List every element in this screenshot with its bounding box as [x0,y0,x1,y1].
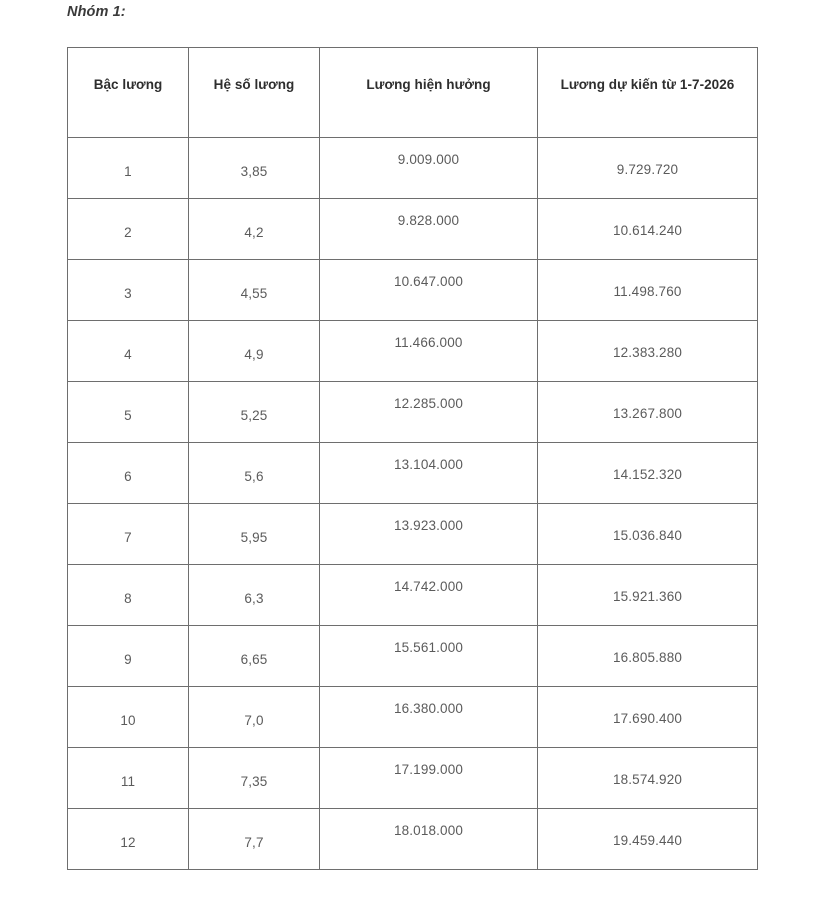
cell-he-so-luong [189,138,320,199]
cell-bac-luong [68,748,189,809]
column-header-luong-du-kien-label: Lương dự kiến từ 1-7-2026 [560,76,735,92]
cell-luong-hien-huong [320,748,538,809]
table-row [68,199,758,260]
cell-luong-hien-huong-value: 16.380.000 [393,700,464,716]
table-row [68,687,758,748]
page-title: Nhóm 1: [67,4,126,20]
column-header-bac-luong [68,48,189,138]
cell-luong-hien-huong [320,565,538,626]
column-header-luong-hien-huong-label: Lương hiện hưởng [366,76,491,92]
cell-bac-luong [68,382,189,443]
column-header-he-so-luong [189,48,320,138]
cell-bac-luong-value: 12 [120,834,136,850]
table-row [68,809,758,870]
cell-luong-du-kien-value: 16.805.880 [612,649,683,665]
cell-he-so-luong-value: 5,6 [244,468,264,484]
cell-he-so-luong [189,321,320,382]
column-header-luong-du-kien [538,48,758,138]
cell-luong-hien-huong-value: 18.018.000 [393,822,464,838]
cell-luong-du-kien [538,443,758,504]
cell-luong-du-kien-value: 18.574.920 [612,771,683,787]
cell-luong-hien-huong-value: 13.923.000 [393,517,464,533]
cell-he-so-luong-value: 6,3 [244,590,264,606]
cell-bac-luong-value: 5 [124,407,132,423]
cell-luong-du-kien [538,504,758,565]
cell-luong-du-kien-value: 10.614.240 [612,222,683,238]
cell-luong-du-kien [538,748,758,809]
cell-luong-hien-huong-value: 11.466.000 [394,334,463,350]
cell-bac-luong-value: 10 [120,712,136,728]
cell-bac-luong [68,504,189,565]
cell-luong-hien-huong [320,199,538,260]
table-row [68,443,758,504]
table-row [68,748,758,809]
cell-luong-hien-huong [320,138,538,199]
cell-he-so-luong-value: 7,0 [244,712,264,728]
cell-luong-hien-huong [320,687,538,748]
cell-luong-hien-huong [320,260,538,321]
table-row [68,382,758,443]
cell-he-so-luong [189,626,320,687]
cell-luong-du-kien [538,565,758,626]
cell-he-so-luong-value: 6,65 [240,651,268,667]
salary-table [67,47,758,870]
cell-luong-du-kien-value: 15.921.360 [612,588,683,604]
column-header-luong-hien-huong [320,48,538,138]
cell-luong-hien-huong-value: 12.285.000 [393,395,464,411]
cell-luong-du-kien [538,382,758,443]
cell-bac-luong [68,687,189,748]
cell-luong-hien-huong-value: 15.561.000 [393,639,464,655]
cell-luong-hien-huong [320,504,538,565]
cell-luong-du-kien-value: 12.383.280 [612,344,683,360]
cell-he-so-luong [189,687,320,748]
cell-luong-du-kien [538,199,758,260]
cell-bac-luong [68,565,189,626]
cell-bac-luong [68,443,189,504]
cell-he-so-luong [189,260,320,321]
table-row [68,504,758,565]
cell-he-so-luong [189,443,320,504]
cell-luong-du-kien-value: 11.498.760 [613,283,682,299]
cell-he-so-luong [189,565,320,626]
cell-bac-luong [68,138,189,199]
cell-luong-du-kien-value: 17.690.400 [612,710,683,726]
table-header [68,48,758,138]
table-header-row [68,48,758,138]
cell-luong-hien-huong-value: 13.104.000 [393,456,464,472]
cell-he-so-luong [189,809,320,870]
cell-bac-luong-value: 1 [124,163,132,179]
cell-bac-luong-value: 3 [124,285,132,301]
cell-luong-hien-huong-value: 9.009.000 [397,151,460,167]
cell-bac-luong-value: 7 [124,529,132,545]
column-header-bac-luong-label: Bậc lương [93,76,163,92]
cell-he-so-luong [189,748,320,809]
table-row [68,260,758,321]
cell-luong-du-kien-value: 9.729.720 [616,161,679,177]
cell-bac-luong [68,626,189,687]
salary-table-container [67,47,757,870]
cell-he-so-luong [189,504,320,565]
cell-luong-hien-huong [320,626,538,687]
cell-luong-du-kien-value: 13.267.800 [612,405,683,421]
cell-luong-hien-huong [320,382,538,443]
cell-bac-luong-value: 8 [124,590,132,606]
cell-luong-du-kien-value: 15.036.840 [612,527,683,543]
table-row [68,138,758,199]
cell-luong-du-kien-value: 14.152.320 [612,466,683,482]
cell-bac-luong [68,321,189,382]
cell-he-so-luong-value: 5,25 [240,407,268,423]
cell-luong-du-kien-value: 19.459.440 [612,832,683,848]
cell-bac-luong-value: 9 [124,651,132,667]
cell-luong-hien-huong-value: 10.647.000 [393,273,464,289]
cell-luong-du-kien [538,260,758,321]
cell-luong-hien-huong-value: 17.199.000 [393,761,464,777]
cell-bac-luong-value: 4 [124,346,132,362]
cell-bac-luong-value: 2 [124,224,132,240]
cell-he-so-luong-value: 7,35 [240,773,268,789]
cell-luong-hien-huong-value: 9.828.000 [397,212,460,228]
cell-bac-luong-value: 6 [124,468,132,484]
cell-luong-hien-huong-value: 14.742.000 [393,578,464,594]
table-row [68,626,758,687]
cell-he-so-luong [189,199,320,260]
cell-bac-luong-value: 11 [120,773,136,789]
cell-luong-hien-huong [320,321,538,382]
cell-luong-hien-huong [320,809,538,870]
cell-he-so-luong [189,382,320,443]
cell-he-so-luong-value: 4,2 [244,224,264,240]
cell-he-so-luong-value: 3,85 [240,163,268,179]
table-row [68,321,758,382]
cell-luong-du-kien [538,626,758,687]
cell-he-so-luong-value: 4,55 [240,285,268,301]
cell-luong-du-kien [538,138,758,199]
cell-he-so-luong-value: 7,7 [244,834,264,850]
table-row [68,565,758,626]
cell-luong-du-kien [538,687,758,748]
cell-luong-hien-huong [320,443,538,504]
column-header-he-so-luong-label: Hệ số lương [213,76,295,92]
cell-luong-du-kien [538,809,758,870]
cell-he-so-luong-value: 5,95 [240,529,268,545]
cell-bac-luong [68,260,189,321]
cell-bac-luong [68,199,189,260]
table-body [68,138,758,870]
cell-luong-du-kien [538,321,758,382]
cell-he-so-luong-value: 4,9 [244,346,264,362]
cell-bac-luong [68,809,189,870]
